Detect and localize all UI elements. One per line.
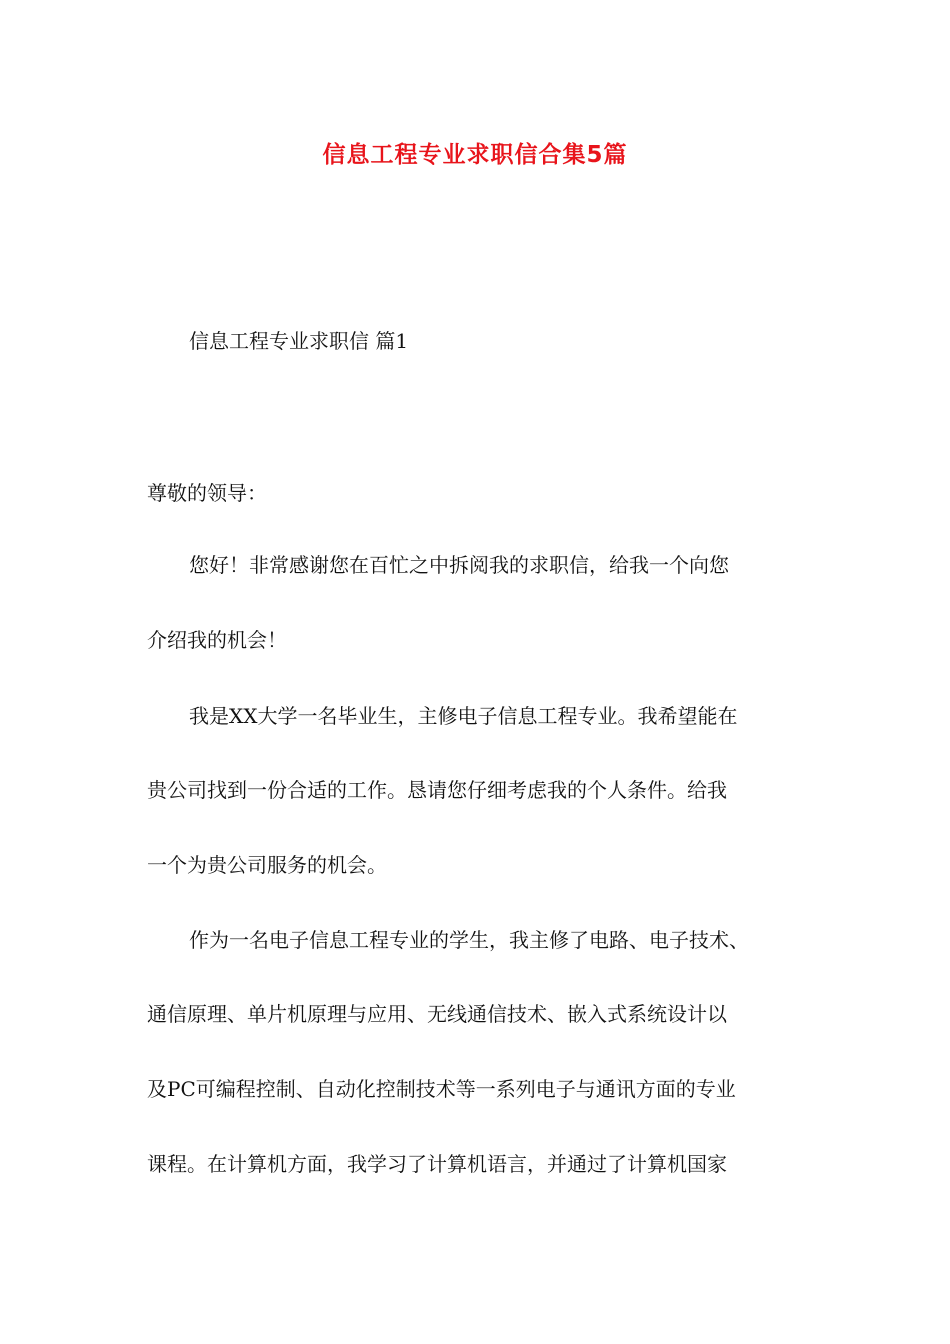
body-line: 介绍我的机会！	[147, 628, 287, 652]
body-line: 通信原理、单片机原理与应用、无线通信技术、嵌入式系统设计以	[147, 1002, 727, 1026]
document-title: 信息工程专业求职信合集5篇	[322, 142, 628, 168]
body-line: 贵公司找到一份合适的工作。恳请您仔细考虑我的个人条件。给我	[147, 778, 727, 802]
body-line: 一个为贵公司服务的机会。	[147, 853, 387, 877]
section-heading: 信息工程专业求职信 篇1	[189, 329, 409, 353]
body-line: 课程。在计算机方面，我学习了计算机语言，并通过了计算机国家	[147, 1152, 727, 1176]
body-line: 您好！非常感谢您在百忙之中拆阅我的求职信，给我一个向您	[189, 553, 729, 577]
body-line: 作为一名电子信息工程专业的学生，我主修了电路、电子技术、	[189, 928, 749, 952]
body-line: 及PC可编程控制、自动化控制技术等一系列电子与通讯方面的专业	[147, 1077, 736, 1101]
body-line: 我是XX大学一名毕业生，主修电子信息工程专业。我希望能在	[189, 704, 738, 728]
salutation-line: 尊敬的领导：	[147, 481, 267, 505]
